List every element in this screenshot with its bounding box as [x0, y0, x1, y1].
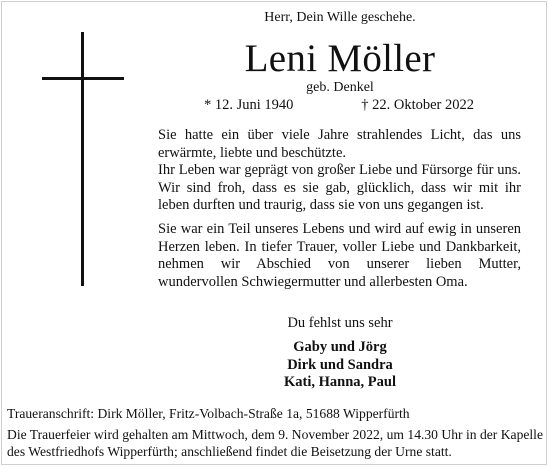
paragraph-1: Sie hatte ein über viele Jahre strahlendes Licht, das uns erwärmte, liebte und beschützte.	[158, 127, 521, 161]
signers-list	[190, 339, 490, 392]
death-date: † 22. Oktober 2022	[361, 97, 474, 113]
cross-horizontal-bar	[42, 77, 124, 80]
funeral-service-info: Die Trauerfeier wird gehalten am Mittwoch, dem 9. November 2022, um 14.30 Uhr in der Kapelle des Westfriedhofs Wipperfürth; anschließend findet die Beisetzung der Urne statt.	[7, 427, 543, 459]
birth-name: geb. Denkel	[306, 80, 374, 95]
paragraph-2: Ihr Leben war geprägt von großer Liebe und Fürsorge für uns. Wir sind froh, dass es sie gab, glücklich, dass wir mit ihr leben durften und traurig, dass sie von uns gegangen ist.	[158, 162, 521, 213]
signer-line: Dirk und Sandra	[287, 356, 393, 373]
motto: Herr, Dein Wille geschehe.	[264, 10, 416, 25]
signer-line: Kati, Hanna, Paul	[284, 374, 396, 390]
deceased-name: Leni Möller	[244, 37, 436, 80]
signer-line: Gaby und Jörg	[293, 339, 387, 355]
paragraph-3: Sie war ein Teil unseres Lebens und wird auf ewig in unseren Herzen leben. In tiefer Trauer, voller Liebe und Dankbarkeit, nehmen wir Abschied von unserer lieben Mutter, wundervollen Schwiegermutter und allerbesten Oma.	[158, 221, 521, 290]
cross-vertical-bar	[81, 32, 84, 286]
farewell-intro: Du fehlst uns sehr	[287, 315, 393, 331]
life-dates	[190, 97, 490, 115]
mourning-address: Traueranschrift: Dirk Möller, Fritz-Volbach-Straße 1a, 51688 Wipperfürth	[7, 406, 410, 421]
birth-date: * 12. Juni 1940	[204, 97, 294, 113]
